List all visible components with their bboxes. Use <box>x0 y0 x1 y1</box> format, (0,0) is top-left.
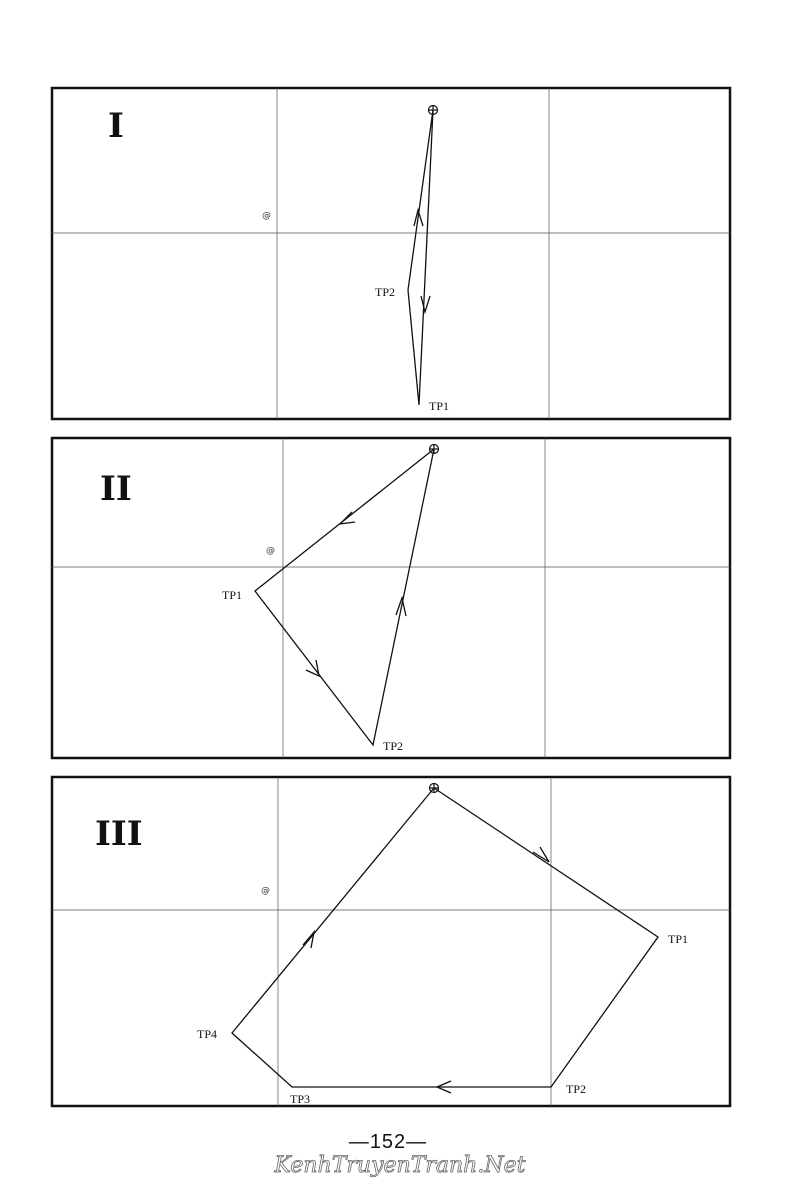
panel-1-start-symbol <box>429 106 438 115</box>
panel-3-frame <box>52 777 730 1106</box>
panel-2-start-symbol <box>430 445 439 454</box>
panel-2-flight-path <box>255 449 434 745</box>
panel-1-numeral: I <box>108 106 124 146</box>
panel-1 <box>52 88 730 419</box>
panel-1-label-tp2: TP2 <box>375 285 396 299</box>
panel-3 <box>52 777 730 1106</box>
panel-3-label-tp1: TP1 <box>668 932 689 946</box>
panel-1-label-tp1: TP1 <box>429 399 450 413</box>
page-number: —152— <box>348 1131 428 1153</box>
panel-3-start-symbol <box>430 784 439 793</box>
panel-2-frame <box>52 438 730 758</box>
panel-2 <box>52 438 730 758</box>
panel-1-frame <box>52 88 730 419</box>
panel-3-numeral: III <box>95 814 143 854</box>
panel-1-corner-mark: @ <box>262 211 271 221</box>
panel-3-corner-mark: @ <box>261 886 270 896</box>
panel-2-label-tp2: TP2 <box>383 739 404 753</box>
panel-1-flight-path <box>408 110 433 405</box>
panel-2-numeral: II <box>100 469 132 509</box>
panel-3-label-tp2: TP2 <box>566 1082 587 1096</box>
panel-2-corner-mark: @ <box>266 546 275 556</box>
panel-3-label-tp3: TP3 <box>290 1092 311 1106</box>
panel-1-arrow-down <box>421 296 430 312</box>
panel-2-arrow-down <box>306 660 319 676</box>
panel-3-flight-path <box>232 788 658 1087</box>
panel-2-label-tp1: TP1 <box>222 588 243 602</box>
panel-3-label-tp4: TP4 <box>197 1027 218 1041</box>
watermark: KenhTruyenTranh.Net <box>274 1153 526 1178</box>
